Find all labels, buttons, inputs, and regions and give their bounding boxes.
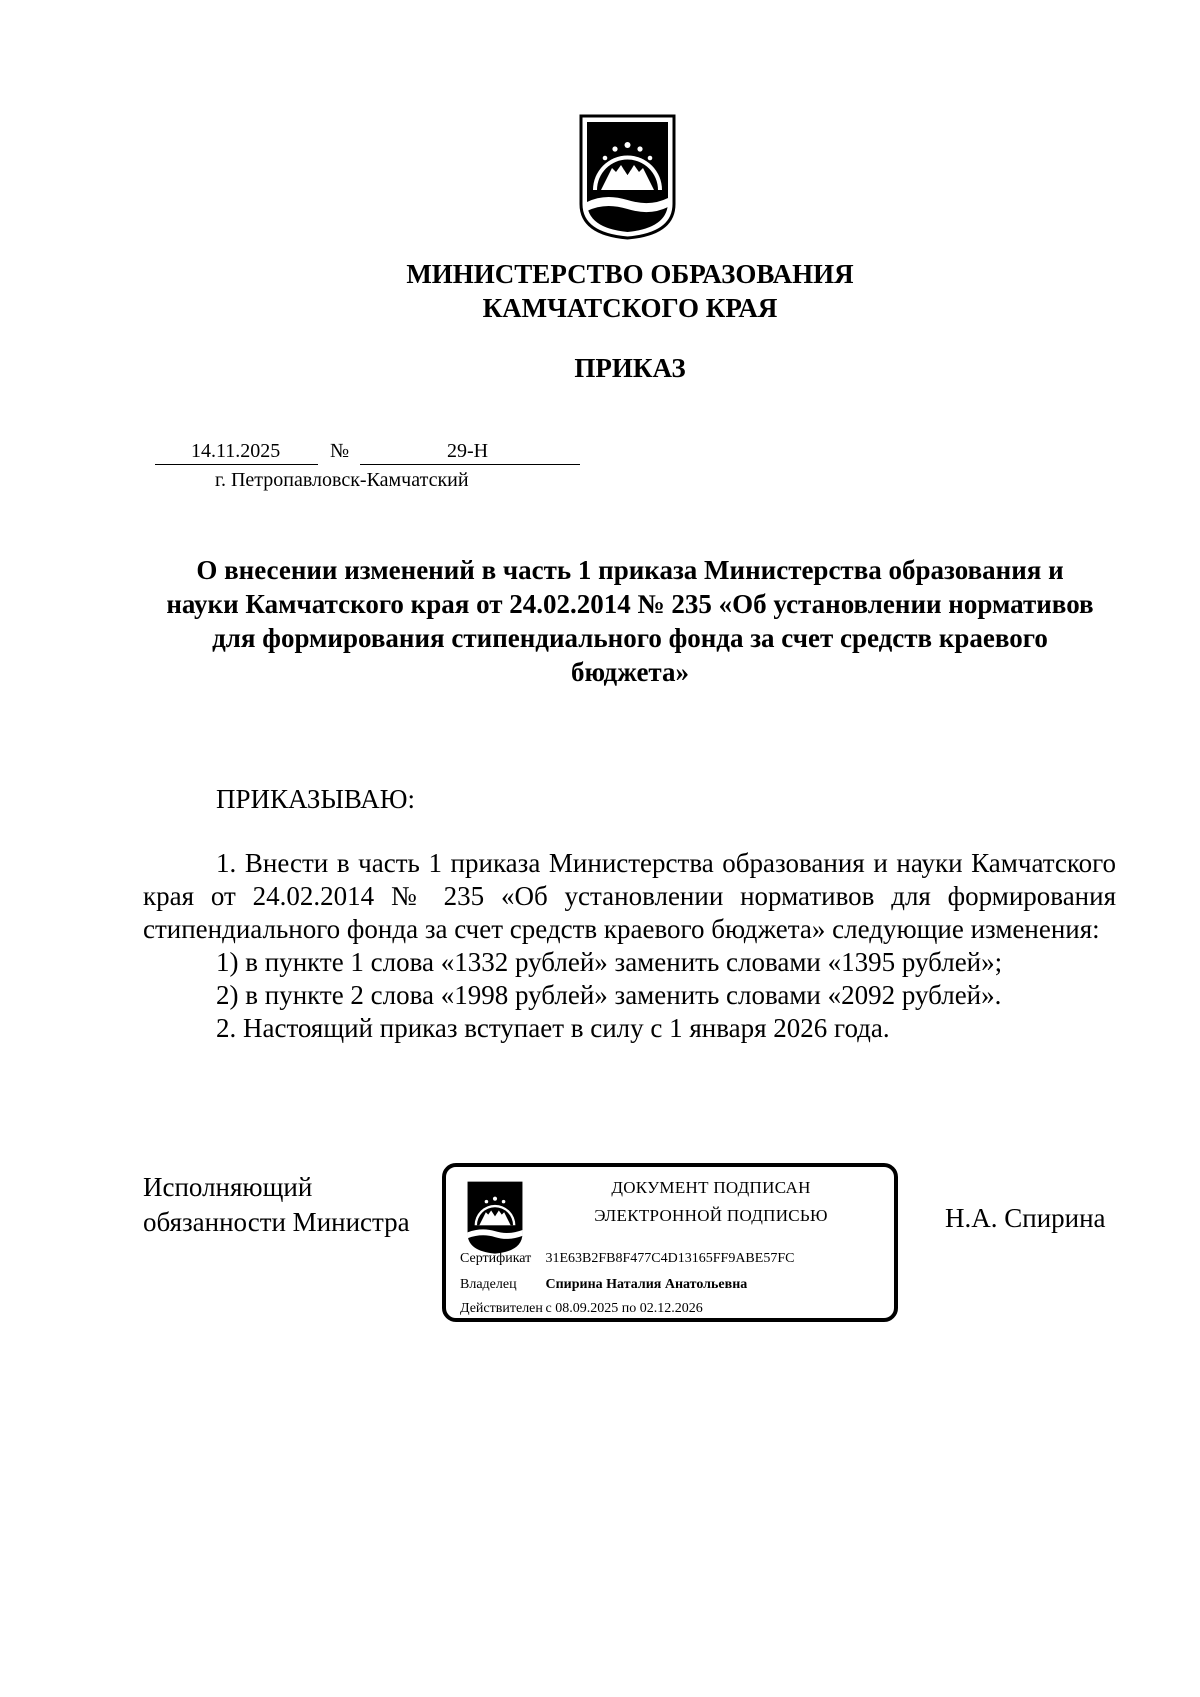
kamchatka-coat-of-arms-icon [464,1179,526,1255]
position-line-2: обязанности Министра [143,1207,410,1237]
document-title: О внесении изменений в часть 1 приказа Министерства образования и науки Камчатского края от 24.02.2014 № 235 «Об установлении нормативов для формирования стипендиального фонда за счет средств краевого бюджета» [166,555,1094,687]
ministry-name-line-1: МИНИСТЕРСТВО ОБРАЗОВАНИЯ [406,259,854,289]
owner-label: Владелец [460,1277,517,1292]
electronic-signature-stamp [442,1163,898,1322]
paragraph-1: 1. Внести в часть 1 приказа Министерства образования и науки Камчатского края от 24.02.2014 № 235 «Об установлении нормативов для формирования стипендиального фонда за счет средств краевого бюджета» следующие изменения: [143,848,1116,944]
stamp-validity-row [460,1301,703,1317]
document-body [143,847,1116,1045]
date-underline [155,464,318,465]
date-number-line [155,440,580,466]
stamp-owner-row [460,1277,747,1293]
order-word: ПРИКАЗЫВАЮ: [216,784,415,814]
certificate-value: 31E63B2FB8F477C4D13165FF9ABE57FC [545,1251,795,1266]
city: г. Петропавловск-Камчатский [215,469,469,491]
position-line-1: Исполняющий [143,1172,313,1202]
document-date: 14.11.2025 [191,440,281,462]
ministry-name-line-2: КАМЧАТСКОГО КРАЯ [482,293,778,323]
owner-value: Спирина Наталия Анатольевна [545,1277,748,1292]
document-number: 29-Н [447,440,489,462]
stamp-heading-2: ЭЛЕКТРОННОЙ ПОДПИСЬЮ [594,1206,828,1225]
validity-value: с 08.09.2025 по 02.12.2026 [545,1301,703,1316]
signatory-name: Н.А. Спирина [945,1203,1106,1233]
stamp-heading-1: ДОКУМЕНТ ПОДПИСАН [611,1178,811,1197]
number-underline [360,464,580,465]
signatory-position [143,1170,410,1240]
kamchatka-coat-of-arms-icon [575,112,680,240]
sub-item-2: 2) в пункте 2 слова «1998 рублей» заменить словами «2092 рублей». [216,980,1002,1010]
sub-item-1: 1) в пункте 1 слова «1332 рублей» заменить словами «1395 рублей»; [216,947,1003,977]
certificate-label: Сертификат [460,1251,532,1266]
document-type: ПРИКАЗ [574,353,686,383]
paragraph-2: 2. Настоящий приказ вступает в силу с 1 января 2026 года. [216,1013,890,1043]
stamp-certificate-row [460,1251,794,1267]
validity-label: Действителен [460,1301,543,1316]
number-sign: № [330,440,350,462]
